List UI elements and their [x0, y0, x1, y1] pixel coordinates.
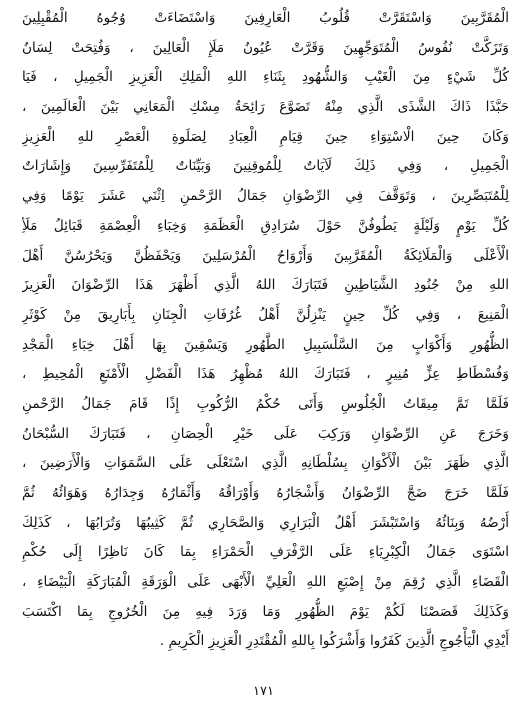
text-line: الْمُقَرَّبِينَ وَاسْتَقَرَّتْ قُلُوبُ الْعَارِفِينَ وَاسْتَضَاءَتْ وُجُوهُ الْمُقْبِلِينَ [22, 10, 509, 26]
page-number: ١٧١ [253, 684, 274, 699]
text-line: فَلَمَّا تَمَّ مِيقَاتُ الْجُلُوسِ وَأَتَى حُكْمُ الرُّكُوبِ إِذًا قَامَ جَمَالُ الرَّحْمنِ [22, 395, 509, 412]
text-line: الَّذِي ظَهَرَ بَيْنَ الْأَكْوَانِ بِسُلْطَانِهِ الَّذِي اسْتَعْلَى عَلَى السَّمَوَاتِ وَالْأَرَضِينَ ، [22, 455, 509, 472]
text-line: وَكَذَلِكَ قَصَصْنَا لَكُمْ يَوْمَ الظُّهُورِ وَمَا وَرَدَ فِيهِ مِنَ الْخُرُوجِ بِمَا اكْتَسَبَ [22, 603, 509, 620]
text-line-final: أَيْدِي الْيَأْجُوجِ الَّذِينَ كَفَرُوا وَأَشْرَكُوا بِاللهِ الْمُقْتَدِرِ الْعَزِيزِ الْكَرِيمِ . [159, 633, 509, 650]
text-line: الْمَنِيعَ ، وَفِي كُلِّ حِينٍ يَنْزِلُنَّ أَهْلُ غُرُفَاتِ الْجِنَانِ بِأَبَارِيقَ مِنْ كَوْثَرِ [22, 306, 509, 323]
text-line: الْقَضَاءِ الَّذِي رُقِمَ مِنْ إِصْبَعِ اللهِ الْعَلِيِّ الْأَبْهَى عَلَى الْوَرَقَةِ الْمُبَارَكَةِ الْبَيْضَاءِ ، [22, 574, 509, 591]
text-line: فَلَمَّا خَرَجَ ضَجَّ الرِّضْوَانُ وَأَشْجَارُهُ وَأَوْرَاقُهُ وَأَثْمَارُهُ وَجِدَارُهُ وَهَوَائُهُ ثُمَّ [22, 485, 509, 501]
text-line: كُلِّ يَوْمٍ وَلَيْلَةٍ يَطُوفُنَّ حَوْلَ سُرَادِقِ الْعَظَمَةِ وَخِبَاءِ الْعِصْمَةِ قَبَائِلُ مَلَأِ [22, 217, 509, 234]
text-line: الظُّهُورِ وَأَكْوَابٍ مِنَ السَّلْسَبِيلِ الطَّهُورِ وَيَسْقِينَ بِهَا أَهْلَ خِبَاءِ الْمَجْدِ [22, 336, 509, 353]
text-line: وَفُسْطَاطِ عِزٍّ مُنِيرٍ ، فَتَبَارَكَ اللهُ مُظْهِرُ هَذَا الْفَضْلِ الْأَمْنَعِ الْمُحِيطِ ، [22, 366, 509, 383]
text-line: الْأَعْلَى وَالْمَلَائِكَةُ الْمُقَرَّبِينَ وَأَرْوَاحُ الْمُرْسَلِينَ وَيَحْفَظُنَّ وَيَحْرُسُنَّ أَهْلَ [22, 247, 509, 264]
text-line: الْجَمِيلِ ، وَفِي ذَلِكَ لَآيَاتٌ لِلْمُوقِنِينَ وَبَيِّنَاتٌ لِلْمُتَفَرِّسِينَ وَإِشَارَاتٌ [22, 158, 509, 175]
text-line: وَخَرَجَ عَنِ الرِّضْوَانِ وَرَكِبَ عَلَى خَيْرِ الْحِصَانِ ، فَتَبَارَكَ السُّبْحَانُ [22, 425, 509, 442]
text-line: لِلْمُتَبَصِّرِينَ ، وَتَوَقَّفَ فِي الرِّضْوَانِ جَمَالُ الرَّحْمنِ اِثْنَي عَشَرَ يَوْمًا وَفِي [22, 188, 509, 205]
text-line: أَرْضُهُ وَبِنَائُهُ وَاسْتَبْشَرَ أَهْلُ الْبَرَارِي وَالصَّحَارِي ثُمَّ كَثِيبُهَا وَتُرَابُهَا ، كَذَلِكَ [22, 514, 509, 531]
text-line: كُلِّ شَيْءٍ مِنَ الْغَيْبِ وَالشُّهُودِ بِثَنَاءِ اللهِ الْمَلِكِ الْعَزِيزِ الْجَمِيلِ ، فَيَا [22, 69, 509, 86]
text-line: حَبَّذَا ذَاكَ الشَّذَى الَّذِي مِنْهُ تَضَوَّعَ رَائِحَةُ مِسْكِ الْمَعَانِي بَيْنَ الْعَالَمِينَ ، [22, 99, 509, 116]
text-line: اسْتَوَى جَمَالُ الْكِبْرِيَاءِ عَلَى الرَّفْرَفِ الْحَمْرَاءِ بِمَا كَانَ نَاظِرًا إِلَى حُكْمِ [22, 544, 509, 561]
text-line: وَتَزَكَّتْ نُفُوسُ الْمُتَوَجِّهِينَ وَقَرَّتْ عُيُونُ مَلَإِ الْعَالِينَ ، وَفُتِحَتْ لِسَانُ [22, 39, 509, 56]
text-line: وَكَانَ حِينَ الْاسْتِوَاءِ حِينَ قِيَامِ الْعِبَادِ لِصَلَوةِ الْعَصْرِ للهِ الْعَزِيزِ [22, 128, 509, 145]
text-line: اللهِ مِنْ جُنُودِ الشَّيَاطِينِ فَتَبَارَكَ اللهُ الَّذِي أَظْهَرَ هَذَا الرِّضْوَانَ الْعَزِيزَ [22, 277, 509, 294]
body-text [22, 4, 509, 657]
